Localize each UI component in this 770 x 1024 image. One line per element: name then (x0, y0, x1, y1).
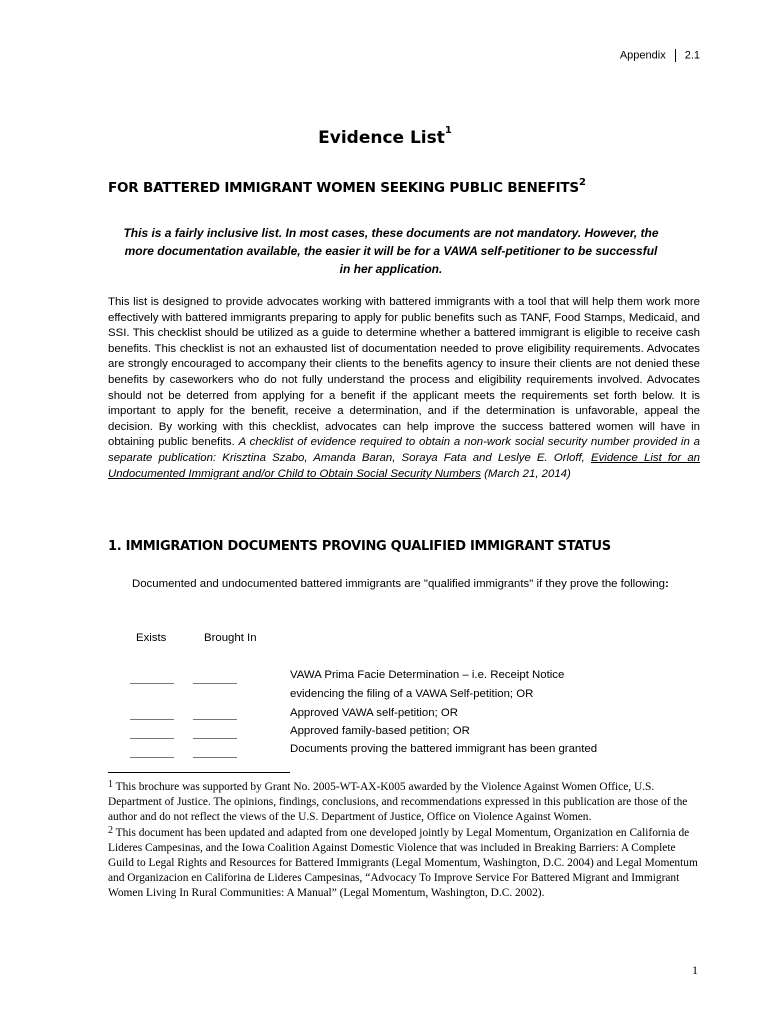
footnote-1-text: This brochure was supported by Grant No. 2005-WT-AX-K005 awarded by the Violence Against Women Office, U.S. Department of Justice. The opinions, findings, conclusions, and recommendations expressed in this publication are those of the author and do not reflect the views of the U.S. Department of Justice, Office on Violence Against Women. (108, 781, 688, 824)
footnotes (108, 780, 700, 902)
evidence-list-link[interactable]: Evidence List for an Undocumented Immigrant and/or Child to Obtain Social Security Numbers (108, 451, 700, 480)
footnote-1 (108, 780, 700, 826)
brought-in-blank-4[interactable] (193, 757, 237, 758)
title-text: Evidence List (318, 128, 445, 148)
page-subtitle (108, 177, 586, 196)
column-brought-in: Brought In (204, 632, 257, 644)
exists-blank-2[interactable] (130, 719, 174, 720)
checklist-item: Approved VAWA self-petition; OR (290, 707, 458, 719)
running-header (620, 49, 700, 62)
subtitle-text: FOR BATTERED IMMIGRANT WOMEN SEEKING PUBLIC BENEFITS (108, 180, 579, 196)
section-heading: 1. IMMIGRATION DOCUMENTS PROVING QUALIFIED IMMIGRANT STATUS (108, 539, 611, 554)
exists-blank-3[interactable] (130, 738, 174, 739)
intro-note: This is a fairly inclusive list. In most cases, these documents are not mandatory. However, the more documentation available, the easier it will be for a VAWA self-petitioner to be successful in her application. (123, 226, 659, 276)
header-section-number: 2.1 (684, 49, 700, 62)
checklist-item: VAWA Prima Facie Determination – i.e. Receipt Notice (290, 669, 565, 681)
title-footnote-ref[interactable]: 1 (444, 125, 452, 136)
checklist-item: Approved family-based petition; OR (290, 725, 470, 737)
exists-blank-1[interactable] (130, 683, 174, 684)
body-italic: A checklist of evidence required to obtain a non-work social security number provided in a separate publication: Krisztina Szabo, Amanda Baran, Soraya Fata and Leslye E. Orloff, (108, 436, 700, 464)
header-appendix: Appendix (619, 49, 666, 62)
checklist-item: evidencing the filing of a VAWA Self-petition; OR (290, 688, 534, 700)
section-lead (132, 575, 699, 594)
footnote-2 (108, 826, 700, 902)
column-exists: Exists (136, 632, 167, 644)
checklist-item: Documents proving the battered immigrant has been granted (290, 743, 598, 755)
footnote-2-mark: 2 (108, 824, 113, 836)
page-title (0, 125, 770, 148)
body-tail: (March 21, 2014) (480, 467, 571, 480)
body-paragraph (108, 295, 700, 482)
section-lead-text: Documented and undocumented battered immigrants are "qualified immigrants" if they prove the following (132, 578, 665, 590)
exists-blank-4[interactable] (130, 757, 174, 758)
page-number: 1 (692, 963, 698, 977)
footnote-divider (108, 772, 290, 773)
header-separator (675, 49, 676, 62)
footnote-2-text: This document has been updated and adapted from one developed jointly by Legal Momentum, Organization en California de Lideres Campesinas, and the Iowa Coalition Against Domestic Violence that was included in Breaking Barriers: A Complete Guild to Legal Rights and Resources for Battered Immigrants (Legal Momentum, Washington, D.C. 2004) and Legal Momentum and Organizacion en Califorina de Lideres Campesinas, “Advocacy To Improve Service For Battered Migrant and Immigrant Women Living In Rural Communities: A Manual” (Legal Momentum, Washington, D.C. 2002). (108, 826, 698, 900)
body-main: This list is designed to provide advocates working with battered immigrants with a tool that will help them work more effectively with battered immigrants preparing to apply for public benefits such as TANF, Food Stamps, Medicaid, and SSI. This checklist should be utilized as a guide to determine whether a battered immigrant is eligible to receive cash benefits. This checklist is not an exhausted list of documentation needed to prove eligibility requirements. Advocates are strongly encouraged to accompany their clients to the benefits agency to insure their clients are not denied these benefits by caseworkers who do not fully understand the process and eligibility requirements involved. Advocates should not be deterred from applying for a benefit if the applicant meets the requirements set forth below. It is important to apply for the benefit, receive a determination, and if the determination is unfavorable, appeal the decision. By working with this checklist, advocates can help improve the success battered women will have in obtaining public benefits. (108, 296, 700, 449)
section-lead-colon: : (664, 578, 669, 590)
brought-in-blank-3[interactable] (193, 738, 237, 739)
brought-in-blank-2[interactable] (193, 719, 237, 720)
footnote-1-mark: 1 (108, 779, 113, 790)
brought-in-blank-1[interactable] (193, 683, 237, 684)
subtitle-footnote-ref[interactable]: 2 (578, 177, 586, 188)
